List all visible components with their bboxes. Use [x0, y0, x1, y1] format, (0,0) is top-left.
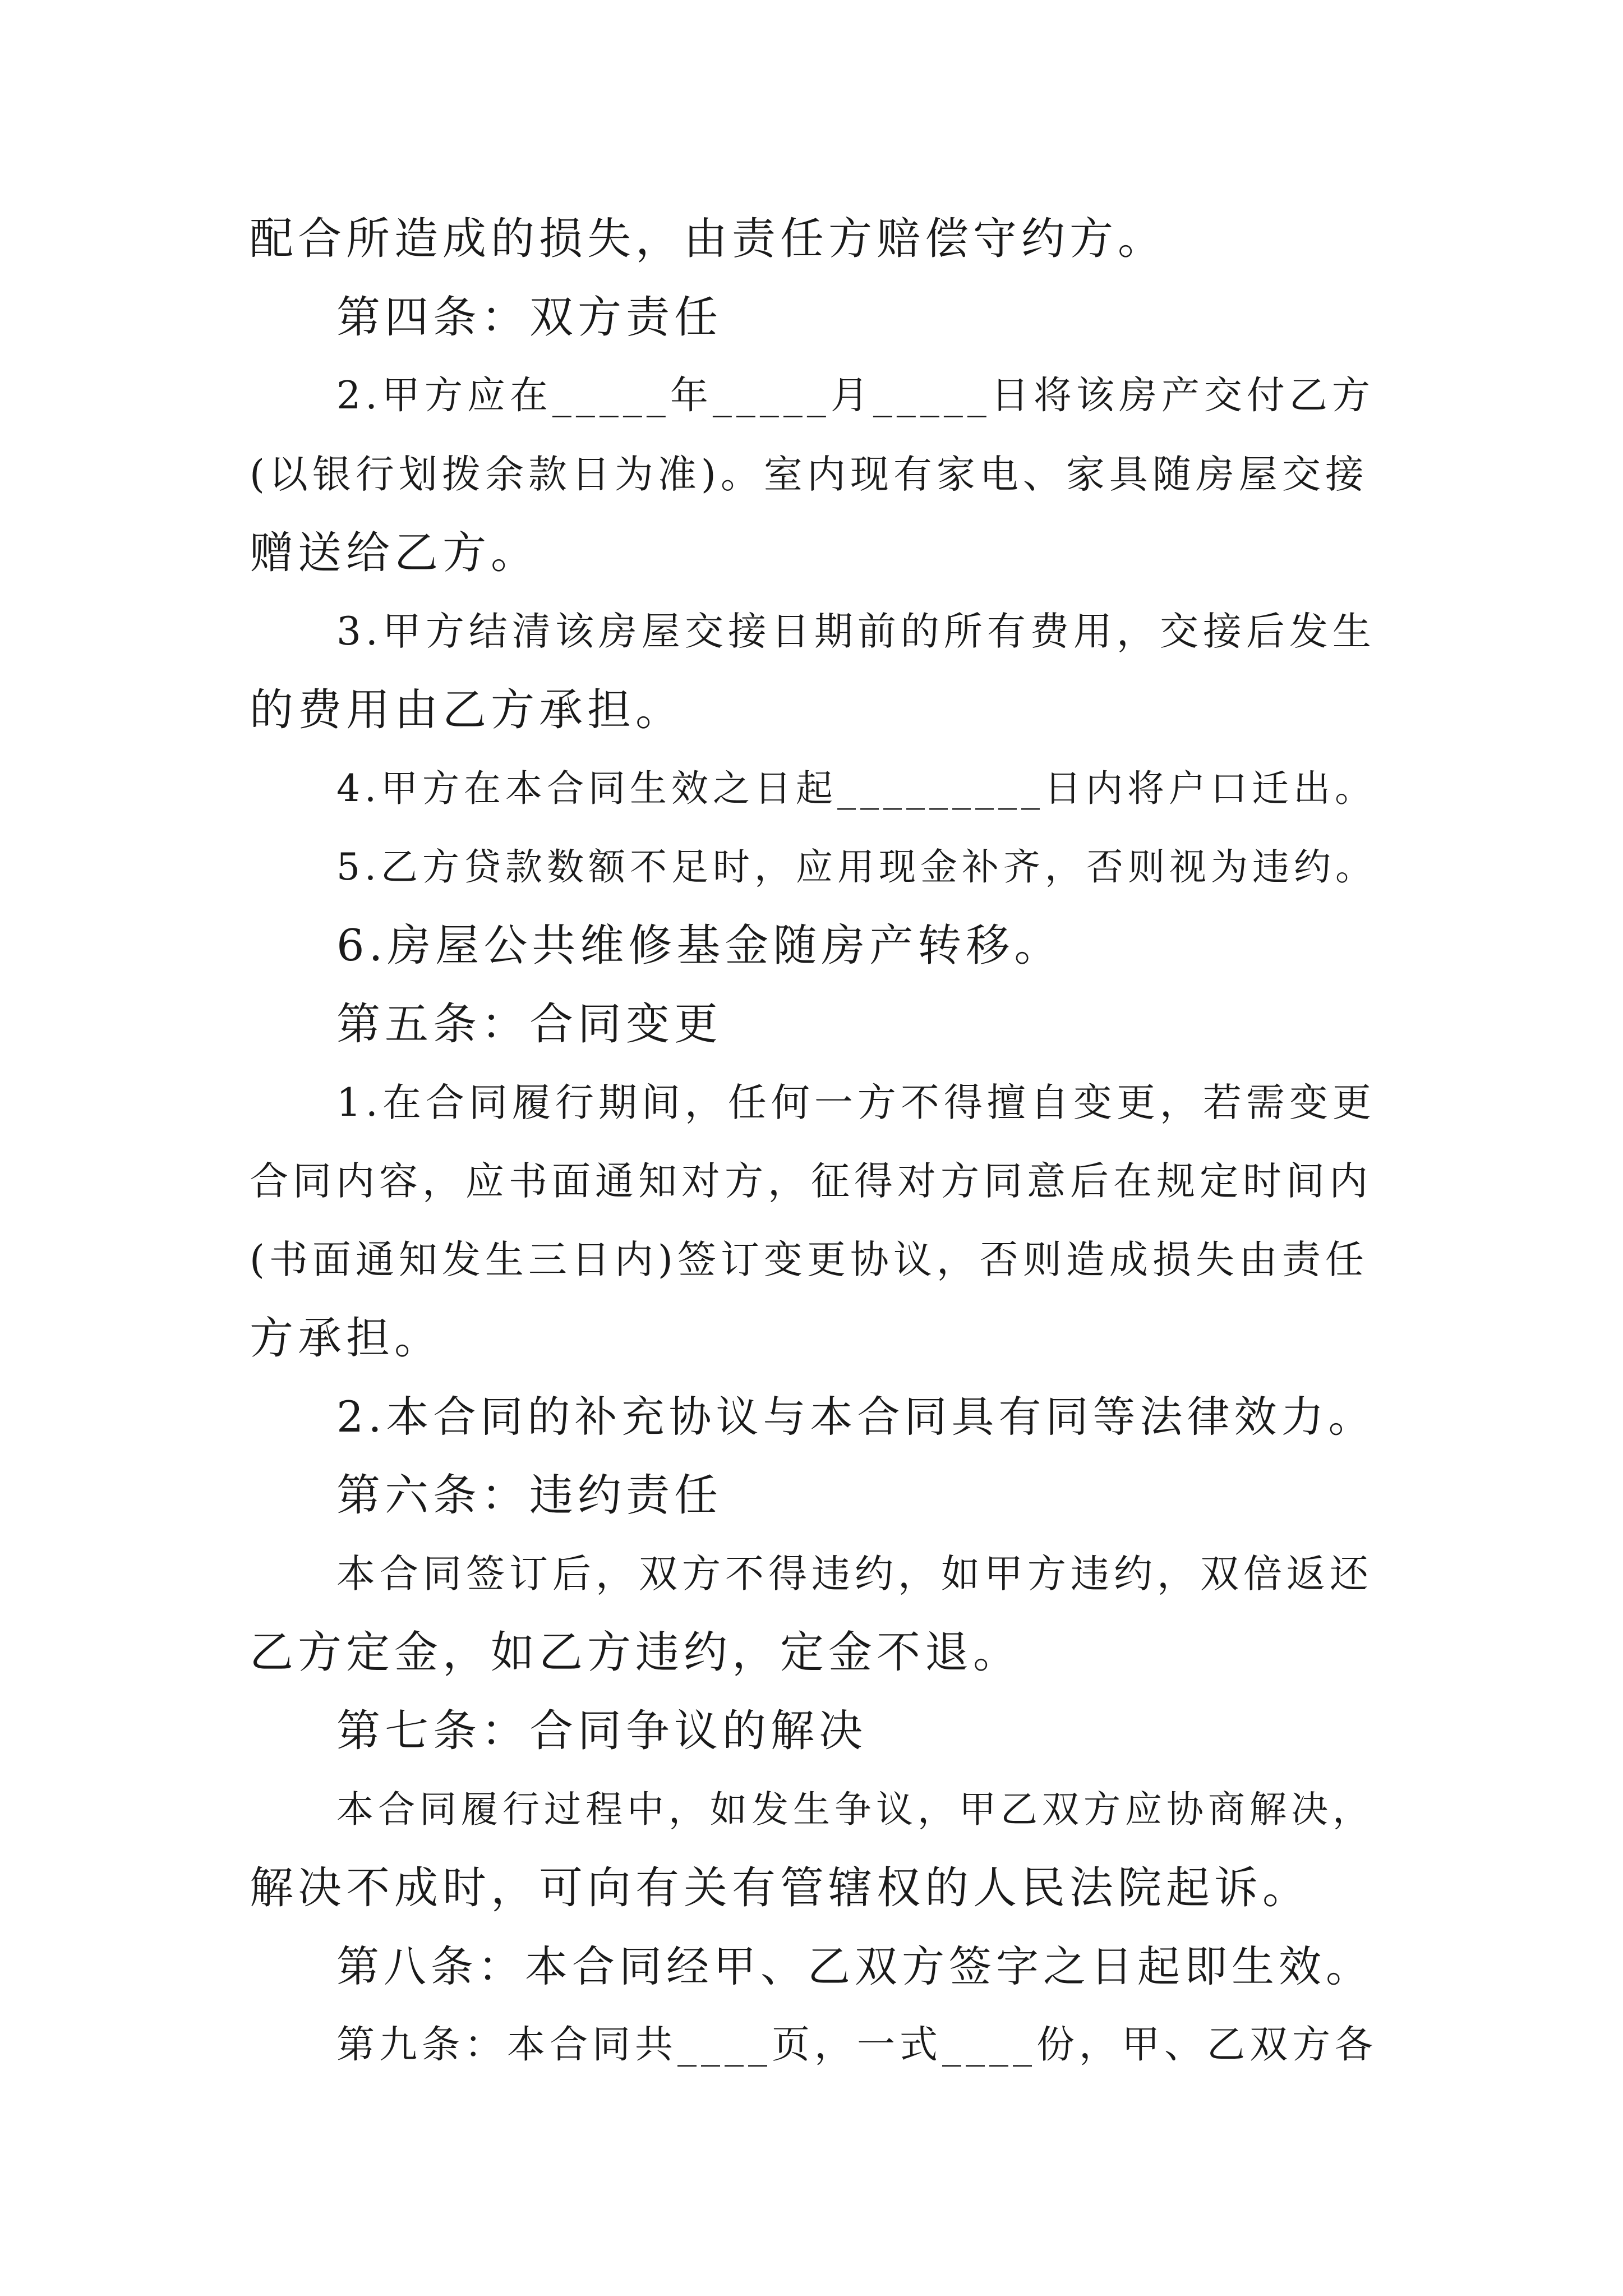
- paragraph-line: 的费用由乙方承担。: [250, 685, 684, 735]
- article-7-heading: 第七条：合同争议的解决: [336, 1706, 868, 1756]
- article-9-line: 第九条：本合同共____页，一式____份，甲、乙双方各: [336, 2023, 1378, 2067]
- paragraph-line: (以银行划拨余款日为准)。室内现有家电、家具随房屋交接: [250, 452, 1368, 497]
- paragraph-line: 合同内容，应书面通知对方，征得对方同意后在规定时间内: [250, 1159, 1372, 1204]
- paragraph-line: 5.乙方贷款数额不足时，应用现金补齐，否则视为违约。: [336, 845, 1377, 889]
- paragraph-line: 3.甲方结清该房屋交接日期前的所有费用，交接后发生: [336, 609, 1376, 654]
- paragraph-line: 6.房屋公共维修基金随房产转移。: [336, 921, 1063, 971]
- article-4-heading: 第四条：双方责任: [336, 292, 723, 343]
- paragraph-line: 2.本合同的补充协议与本合同具有同等法律效力。: [336, 1392, 1376, 1442]
- paragraph-line: 配合所造成的损失，由责任方赔偿守约方。: [250, 214, 1166, 264]
- article-6-heading: 第六条：违约责任: [336, 1470, 723, 1521]
- paragraph-line: 方承担。: [250, 1313, 443, 1364]
- paragraph-line: 本合同签订后，双方不得违约，如甲方违约，双倍返还: [336, 1552, 1373, 1596]
- paragraph-line: 本合同履行过程中，如发生争议，甲乙双方应协商解决，: [336, 1788, 1374, 1831]
- paragraph-line: 赠送给乙方。: [250, 528, 540, 578]
- paragraph-line: 解决不成时，可向有关有管辖权的人民法院起诉。: [250, 1863, 1311, 1913]
- paragraph-line: 2.甲方应在_____年_____月_____日将该房产交付乙方: [336, 374, 1375, 418]
- paragraph-line: 乙方定金，如乙方违约，定金不退。: [250, 1627, 1022, 1678]
- article-8-line: 第八条：本合同经甲、乙双方签字之日起即生效。: [336, 1941, 1373, 1991]
- paragraph-line: 4.甲方在本合同生效之日起_________日内将户口迁出。: [336, 767, 1376, 810]
- article-5-heading: 第五条：合同变更: [336, 999, 723, 1050]
- paragraph-line: 1.在合同履行期间，任何一方不得擅自变更，若需变更: [336, 1080, 1376, 1125]
- paragraph-line: (书面通知发生三日内)签订变更协议，否则造成损失由责任: [250, 1237, 1368, 1282]
